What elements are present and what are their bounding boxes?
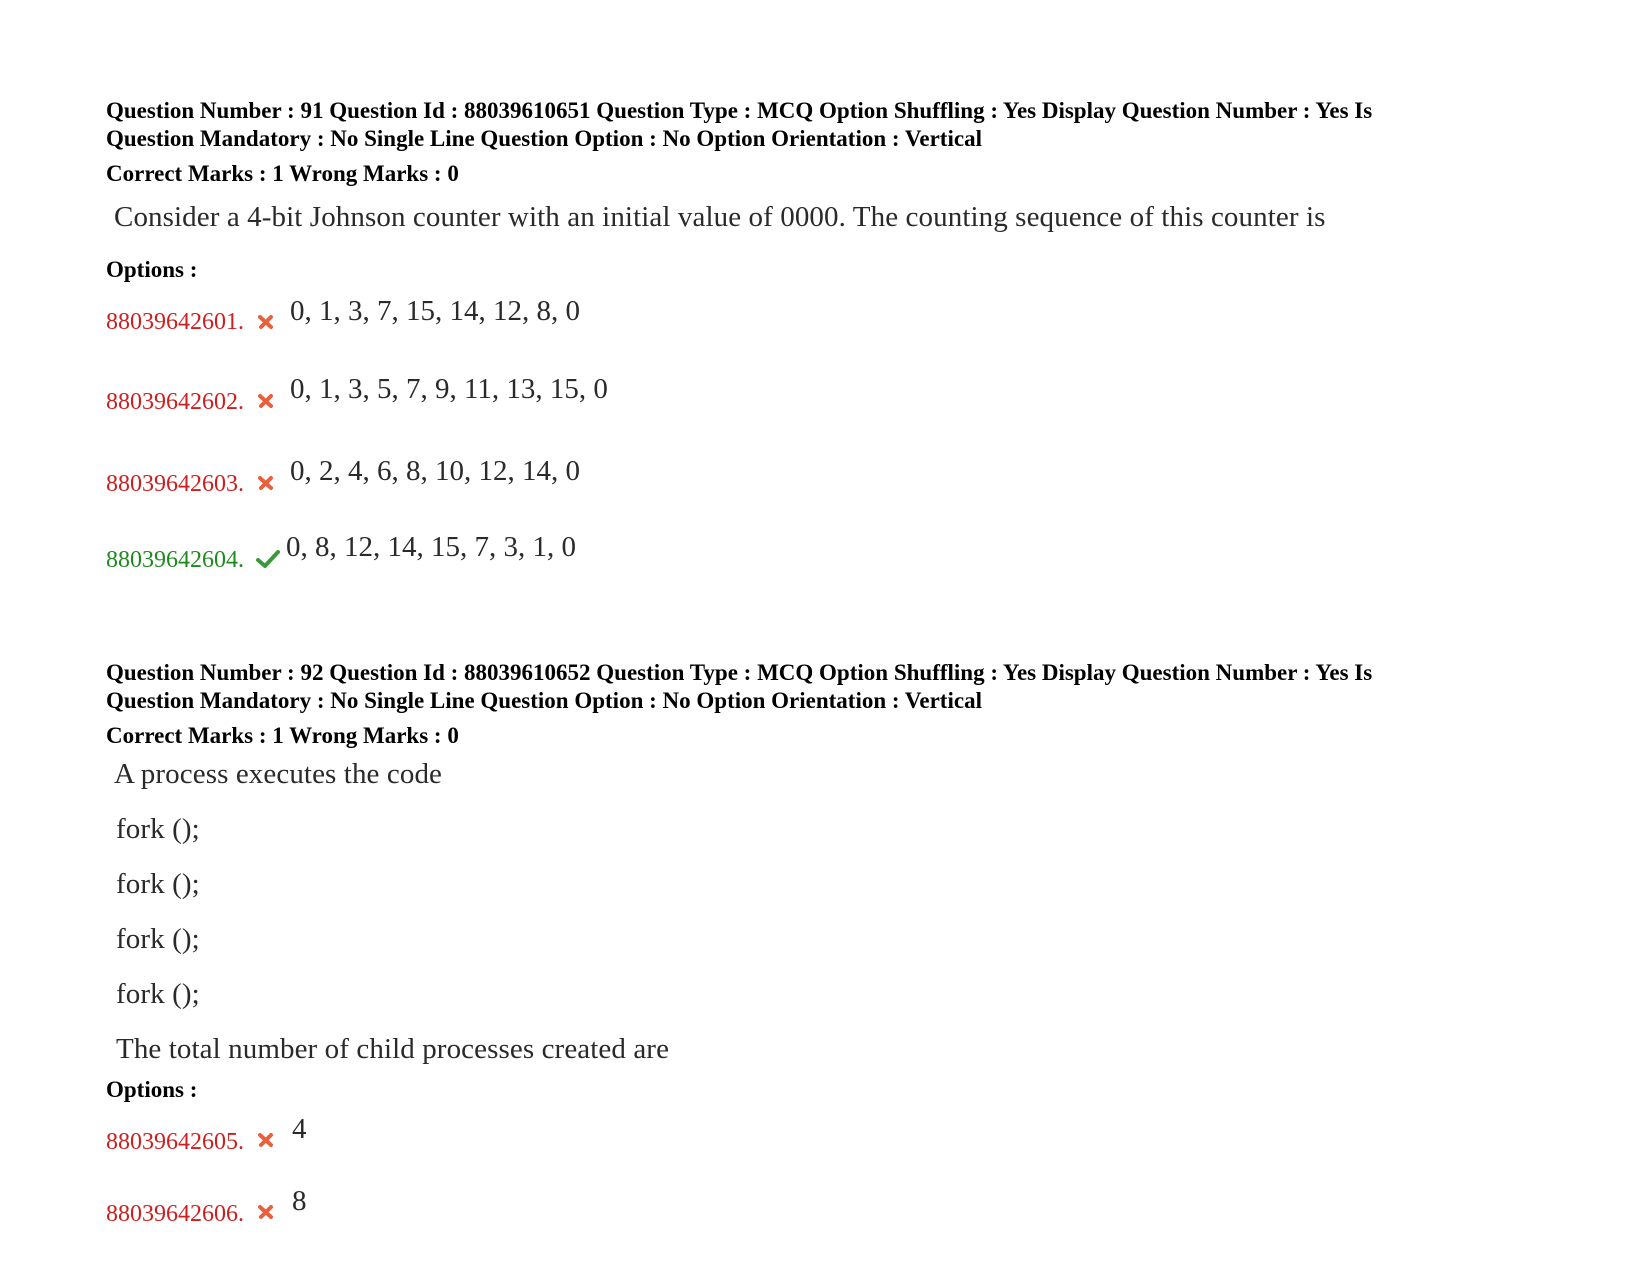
question-marks: Correct Marks : 1 Wrong Marks : 0 — [106, 161, 459, 186]
question-text: Consider a 4-bit Johnson counter with an initial value of 0000. The counting sequence of this counter is — [114, 201, 1326, 233]
option-id: 88039642601. — [106, 309, 244, 335]
check-icon — [256, 549, 280, 569]
options-label: Options : — [106, 257, 198, 282]
cross-icon — [256, 391, 276, 411]
question-meta-line-1: Question Number : 91 Question Id : 88039610651 Question Type : MCQ Option Shuffling : Yes Display Question Number : Yes Is — [106, 98, 1373, 123]
option-text: 0, 1, 3, 7, 15, 14, 12, 8, 0 — [290, 295, 580, 327]
cross-icon — [256, 1130, 276, 1150]
question-meta-line-1: Question Number : 92 Question Id : 88039610652 Question Type : MCQ Option Shuffling : Yes Display Question Number : Yes Is — [106, 660, 1373, 685]
cross-icon — [256, 312, 276, 332]
option-id: 88039642604. — [106, 547, 244, 573]
option-id: 88039642603. — [106, 471, 244, 497]
option-text: 8 — [292, 1185, 307, 1217]
option-id: 88039642606. — [106, 1201, 244, 1227]
cross-icon — [256, 1202, 276, 1222]
question-text: A process executes the code — [114, 758, 443, 790]
question-meta — [106, 659, 1566, 715]
cross-icon — [256, 473, 276, 493]
question-meta-line-2: Question Mandatory : No Single Line Question Option : No Option Orientation : Vertical — [106, 126, 982, 151]
options-label: Options : — [106, 1077, 198, 1102]
question-text: The total number of child processes created are — [116, 1033, 670, 1065]
question-marks: Correct Marks : 1 Wrong Marks : 0 — [106, 723, 459, 748]
question-meta — [106, 97, 1566, 153]
option-id: 88039642602. — [106, 389, 244, 415]
code-line: fork (); — [116, 868, 200, 900]
option-text: 4 — [292, 1113, 307, 1145]
option-text: 0, 8, 12, 14, 15, 7, 3, 1, 0 — [286, 531, 576, 563]
code-line: fork (); — [116, 923, 200, 955]
code-line: fork (); — [116, 813, 200, 845]
option-text: 0, 2, 4, 6, 8, 10, 12, 14, 0 — [290, 455, 580, 487]
option-text: 0, 1, 3, 5, 7, 9, 11, 13, 15, 0 — [290, 373, 608, 405]
question-meta-line-2: Question Mandatory : No Single Line Question Option : No Option Orientation : Vertical — [106, 688, 982, 713]
option-id: 88039642605. — [106, 1129, 244, 1155]
code-line: fork (); — [116, 978, 200, 1010]
